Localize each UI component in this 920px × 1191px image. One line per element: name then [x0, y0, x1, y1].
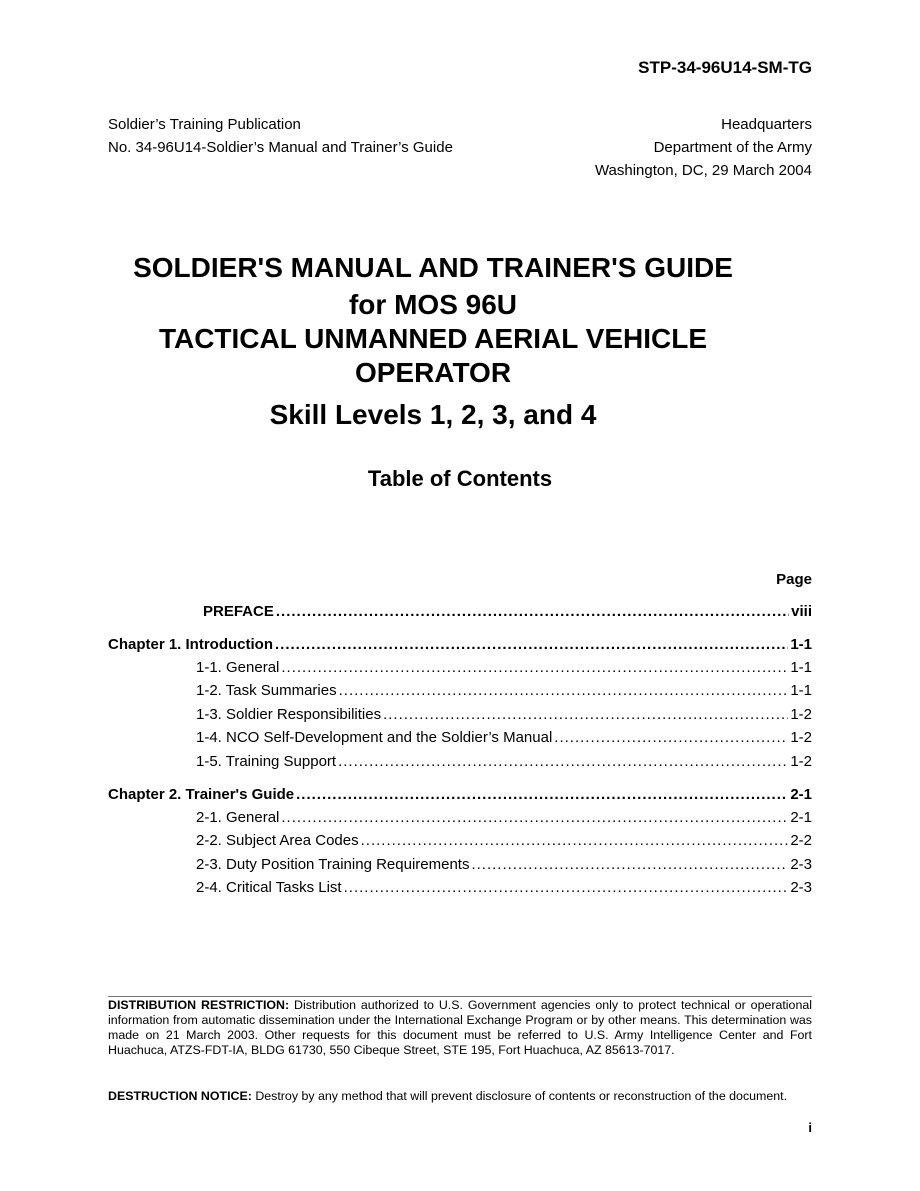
toc-entry-1-2[interactable] [196, 682, 812, 702]
dot-leader [383, 706, 788, 723]
dot-leader [296, 786, 788, 803]
toc-entry-label: 1-3. Soldier Responsibilities [196, 706, 382, 723]
title-line-3: TACTICAL UNMANNED AERIAL VEHICLE [158, 323, 708, 354]
dot-leader [361, 832, 789, 849]
dot-leader [344, 879, 789, 896]
dot-leader [554, 729, 788, 746]
toc-entry-2-2[interactable] [196, 832, 812, 852]
dot-leader [471, 856, 788, 873]
page-number: i [808, 1120, 812, 1135]
destruction-text: Destroy by any method that will prevent disclosure of contents or reconstruction of the document. [255, 1089, 788, 1103]
toc-entry-label: 1-5. Training Support [196, 753, 337, 770]
dot-leader [276, 603, 789, 620]
title-line-4: OPERATOR [354, 357, 512, 388]
toc-entry-label: 1-4. NCO Self-Development and the Soldier’s Manual [196, 729, 553, 746]
toc-entry-page: 1-2 [790, 706, 812, 723]
toc-entry-label: PREFACE [203, 603, 274, 620]
destruction-notice [108, 1089, 812, 1104]
authority-department: Department of the Army [653, 139, 812, 156]
document-id: STP-34-96U14-SM-TG [638, 58, 812, 77]
toc-entry-page: 2-1 [790, 786, 812, 803]
toc-entry-page: 2-1 [790, 809, 812, 826]
toc-entry-label: 2-1. General [196, 809, 280, 826]
toc-entry-2-3[interactable] [196, 856, 812, 876]
title-line-2: for MOS 96U [348, 289, 518, 320]
dot-leader [281, 659, 788, 676]
authority-headquarters: Headquarters [721, 116, 812, 133]
toc-entry-page: 1-2 [790, 753, 812, 770]
toc-entry-page: 1-1 [790, 636, 812, 653]
toc-entry-2-4[interactable] [196, 879, 812, 899]
dot-leader [281, 809, 788, 826]
distribution-text: Distribution authorized to U.S. Government agencies only to protect technical or operational information from automatic dissemination under the International Exchange Program or by other means. This determination was made on 21 March 2003. Other requests for this document must be referred to U.S. Army Intelligence Center and Fort Huachuca, ATZS-FDT-IA, BLDG 61730, 550 Cibeque Street, STE 195, Fort Huachuca, AZ 85613-7017. [108, 998, 812, 1057]
title-line-1: SOLDIER'S MANUAL AND TRAINER'S GUIDE [133, 252, 733, 283]
toc-entry-page: 2-2 [790, 832, 812, 849]
toc-entry-preface[interactable] [203, 603, 812, 623]
toc-entry-label: 2-3. Duty Position Training Requirements [196, 856, 470, 873]
toc-entry-2-1[interactable] [196, 809, 812, 829]
toc-entry-1-1[interactable] [196, 659, 812, 679]
distribution-heading: DISTRIBUTION RESTRICTION: [108, 998, 290, 1012]
toc-entry-page: 1-1 [790, 682, 812, 699]
toc-entry-label: 2-4. Critical Tasks List [196, 879, 342, 896]
publication-type: Soldier’s Training Publication [108, 116, 301, 133]
toc-entry-page: 1-2 [790, 729, 812, 746]
publication-info [108, 113, 453, 159]
toc-entry-label: Chapter 2. Trainer's Guide [108, 786, 295, 803]
distribution-restriction [108, 998, 812, 1058]
notice-divider [108, 996, 812, 997]
publication-number: No. 34-96U14-Soldier’s Manual and Trainer’s Guide [108, 139, 453, 156]
destruction-heading: DESTRUCTION NOTICE: [108, 1089, 252, 1103]
toc-entry-label: 1-2. Task Summaries [196, 682, 337, 699]
toc-title: Table of Contents [367, 466, 553, 491]
title-line-5: Skill Levels 1, 2, 3, and 4 [269, 399, 597, 430]
toc-entry-page: 2-3 [790, 856, 812, 873]
toc-entry-page: viii [791, 603, 812, 620]
toc-entry-1-3[interactable] [196, 706, 812, 726]
toc-entry-chapter-2[interactable] [108, 786, 812, 806]
dot-leader [339, 682, 789, 699]
toc-entry-label: 1-1. General [196, 659, 280, 676]
dot-leader [338, 753, 788, 770]
toc-entry-page: 1-1 [790, 659, 812, 676]
dot-leader [275, 636, 788, 653]
toc-entry-label: Chapter 1. Introduction [108, 636, 273, 653]
toc-page-column-header: Page [776, 571, 812, 588]
document-title [0, 248, 866, 436]
toc-entry-1-5[interactable] [196, 753, 812, 773]
toc-entry-page: 2-3 [790, 879, 812, 896]
issuing-authority [595, 113, 812, 182]
toc-entry-label: 2-2. Subject Area Codes [196, 832, 359, 849]
publication-date: Washington, DC, 29 March 2004 [594, 162, 812, 179]
toc-entry-1-4[interactable] [196, 729, 812, 749]
toc-entry-chapter-1[interactable] [108, 636, 812, 656]
